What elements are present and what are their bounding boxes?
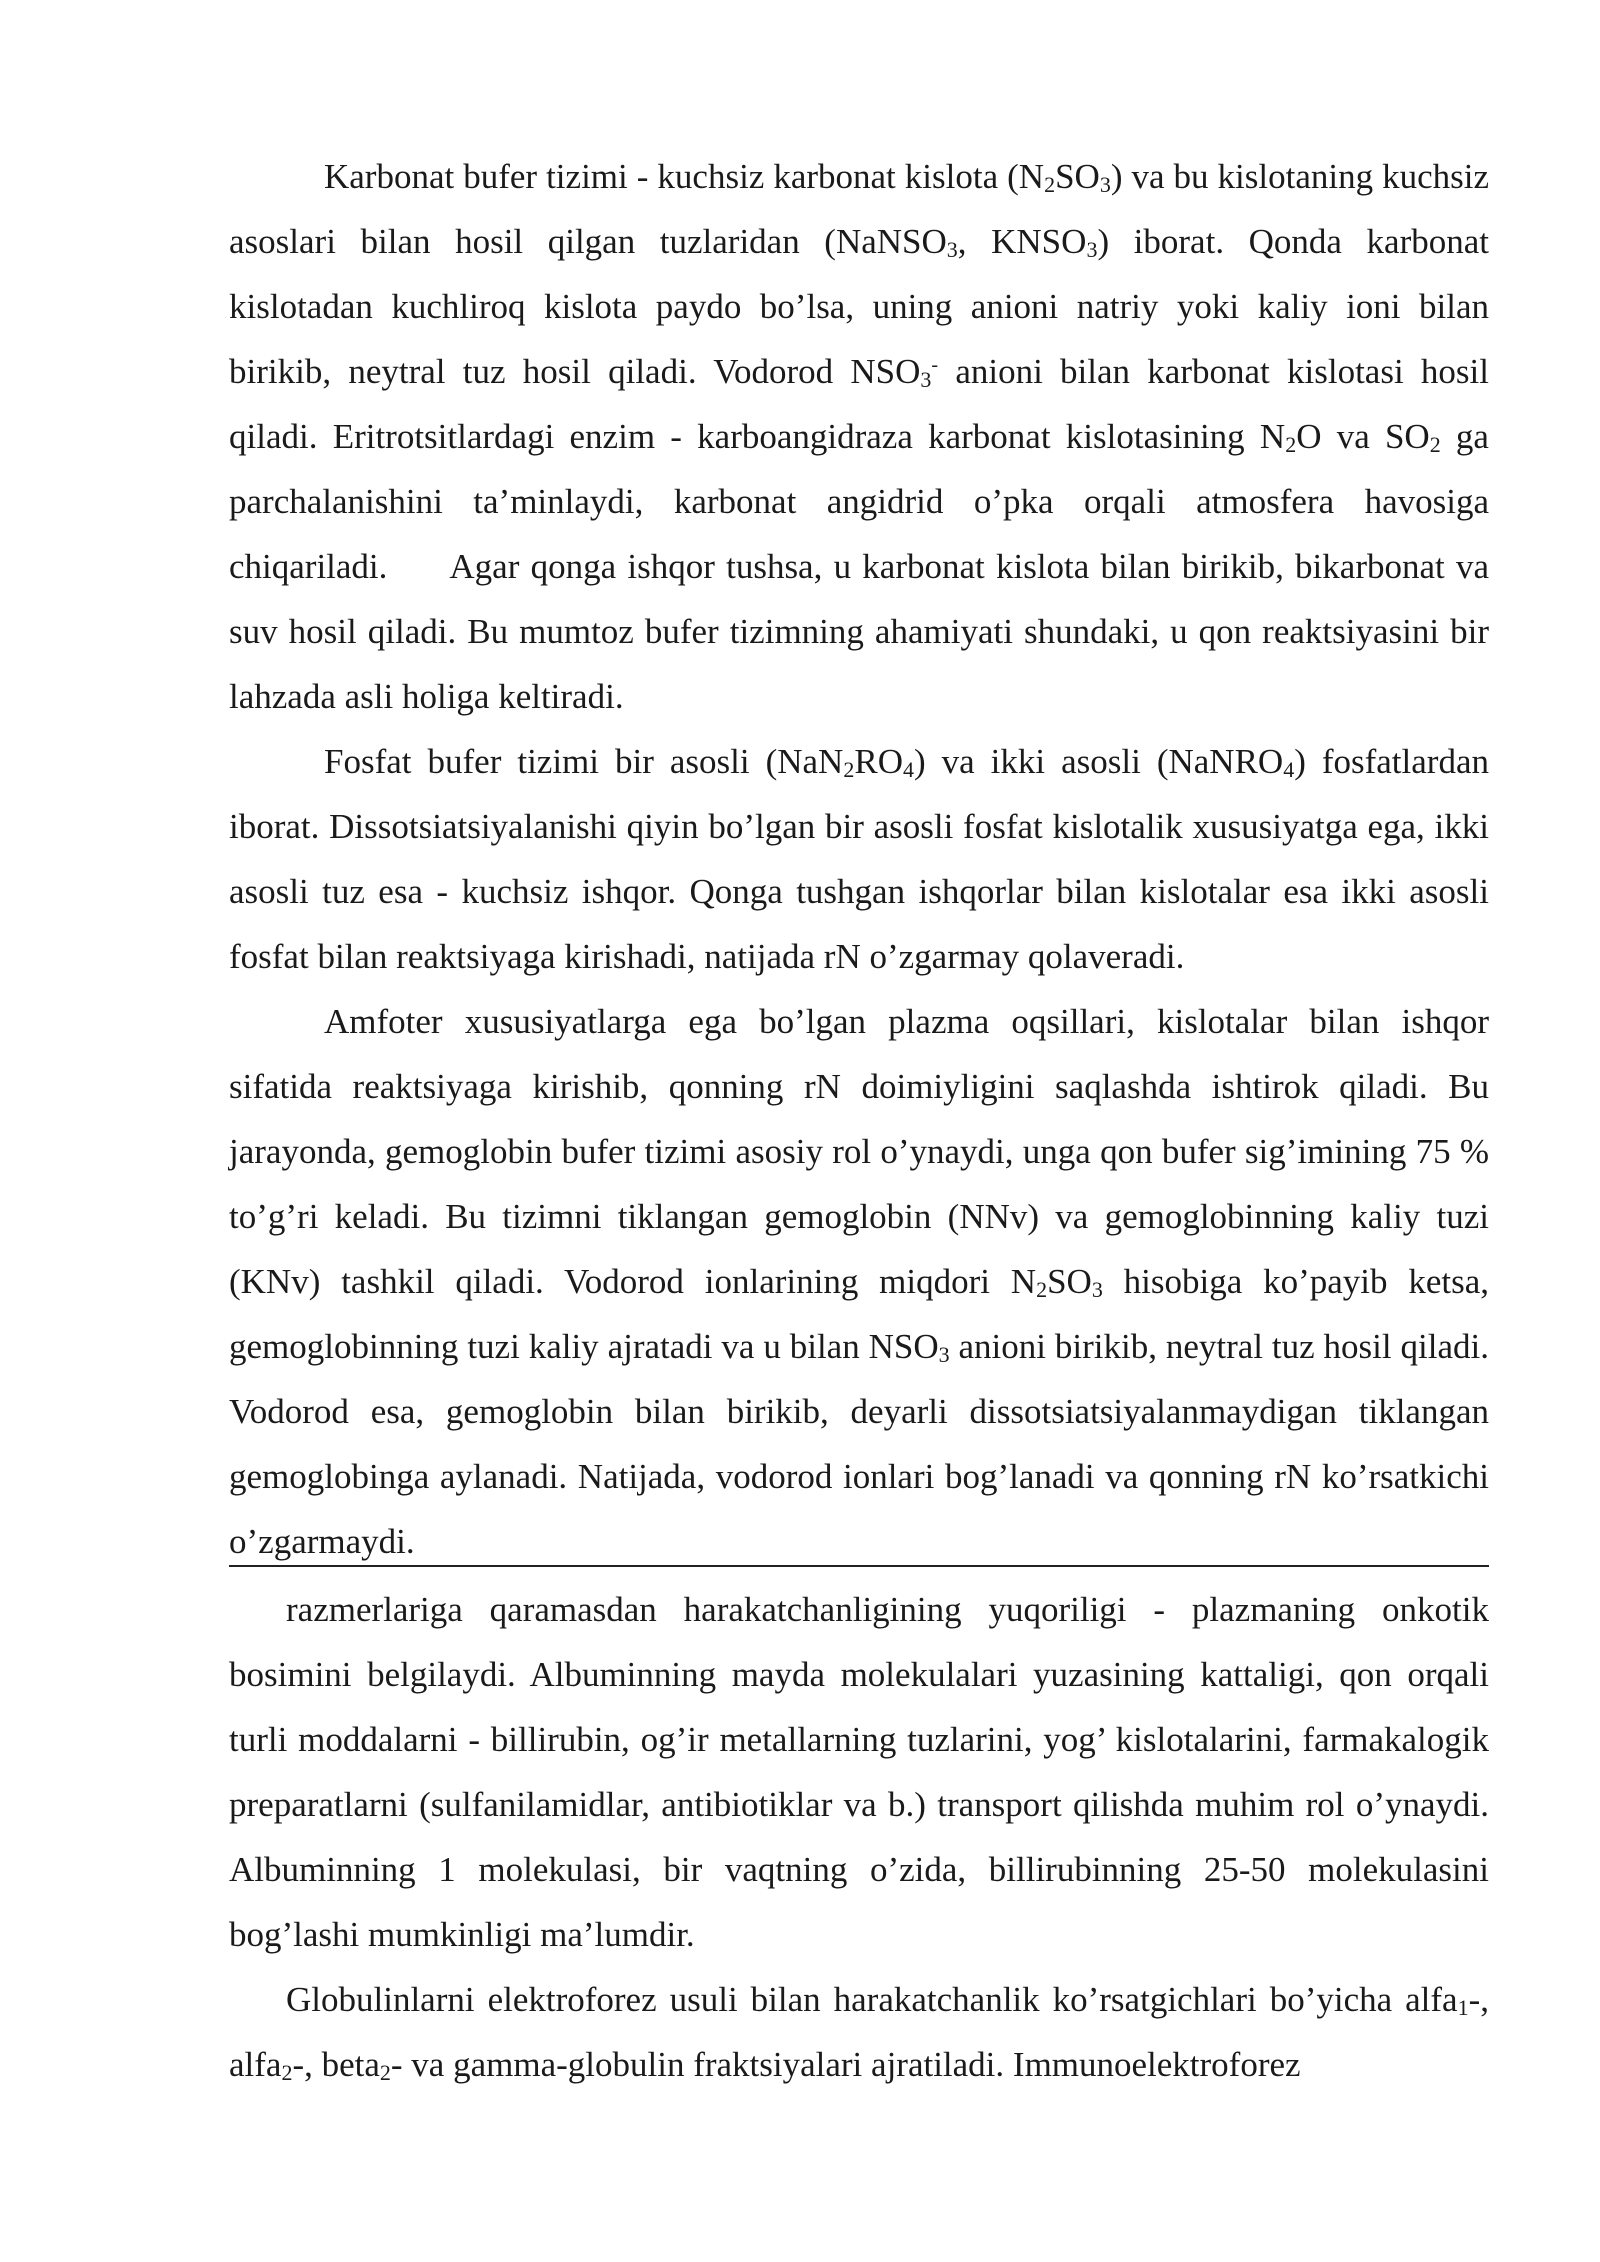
text: O va SO — [1296, 417, 1430, 456]
subscript: 3 — [1091, 1277, 1103, 1302]
text: - va gamma-globulin fraktsiyalari ajratiladi. Immunoelektroforez — [390, 2045, 1301, 2084]
text: ) iborat. Qonda karbonat kislotadan kuchliroq kislota paydo bo’lsa, uning anioni natriy yoki kaliy ioni bilan birikib, neytral tuz hosil qiladi. Vodorod NSO — [229, 222, 1489, 391]
subscript: 4 — [1283, 757, 1295, 782]
subscript: 2 — [281, 2060, 293, 2085]
text: Karbonat bufer tizimi - kuchsiz karbonat kislota (N — [324, 157, 1045, 196]
superscript: - — [931, 354, 939, 376]
text: ) va bu kislotaning kuchsiz asoslari bilan hosil qilgan tuzlaridan (NaNSO — [229, 157, 1489, 261]
text: Fosfat bufer tizimi bir asosli (NaN — [324, 742, 844, 781]
text: Globulinlarni elektroforez usuli bilan harakatchanlik ko’rsatgichlari bo’yicha alfa — [286, 1980, 1458, 2019]
subscript: 4 — [902, 757, 914, 782]
text: Amfoter xususiyatlarga ega bo’lgan plazma oqsillari, kislotalar bilan ishqor sifatida reaktsiyaga kirishib, qonning rN doimiyligini saqlashda ishtirok qiladi. Bu jarayonda, gemoglobin bufer tizimi asosiy rol o’ynaydi, unga qon bufer sig’imining 75 % to’g’ri keladi. Bu tizimni tiklangan gemoglobin (NNv) va gemoglobinning kaliy tuzi (KNv) tashkil qiladi. Vodorod ionlarining miqdori N — [229, 1002, 1489, 1301]
text: -, beta — [292, 2045, 380, 2084]
text: Agar qonga ishqor tushsa, u karbonat kislota bilan birikib, bikarbonat va suv hosil qiladi. Bu mumtoz bufer tizimning ahamiyati shundaki, u qon reaktsiyasini bir lahzada asli holiga keltiradi. — [229, 547, 1489, 716]
subscript: 3 — [938, 1342, 950, 1367]
section-buffer-systems — [229, 144, 1489, 1574]
subscript: 2 — [1285, 432, 1297, 457]
text: SO — [1055, 157, 1100, 196]
text: ) va ikki asosli (NaNRO — [913, 742, 1284, 781]
text: anioni birikib, neytral tuz hosil qiladi. Vodorod esa, gemoglobin bilan birikib, deyarli dissotsiatsiyalanmaydigan tiklangan gemoglobinga aylanadi. Natijada, vodorod ionlari bog’lanadi va qonning rN ko’rsatkichi o’zgarmaydi. — [229, 1327, 1489, 1561]
text: hisobiga ko’payib ketsa, gemoglobinning tuzi kaliy ajratadi va u bilan NSO — [229, 1262, 1490, 1366]
paragraph-globulins — [229, 1967, 1489, 2097]
text: , KNSO — [957, 222, 1087, 261]
subscript: 3 — [946, 237, 958, 262]
text: ) fosfatlardan iborat. Dissotsiatsiyalanishi qiyin bo’lgan bir asosli fosfat kislotalik xususiyatga ega, ikki asosli tuz esa - kuchsiz ishqor. Qonga tushgan ishqorlar bilan kislotalar esa ikki asosli fosfat bilan reaktsiyaga kirishadi, natijada rN o’zgarmay qolaveradi. — [229, 742, 1489, 976]
subscript: 2 — [843, 757, 855, 782]
section-divider — [229, 1565, 1489, 1567]
subscript: 3 — [1099, 172, 1111, 197]
text: SO — [1047, 1262, 1092, 1301]
subscript: 3 — [920, 367, 932, 392]
paragraph-phosphate-buffer — [229, 729, 1489, 989]
paragraph-protein-buffer — [229, 989, 1489, 1574]
subscript: 2 — [1044, 172, 1056, 197]
subscript: 2 — [1429, 432, 1441, 457]
subscript: 2 — [379, 2060, 391, 2085]
text: ga parchalanishini ta’minlaydi, karbonat angidrid o’pka orqali atmosfera havosiga chiqariladi. — [229, 417, 1489, 586]
subscript: 3 — [1086, 237, 1098, 262]
text: -, alfa — [229, 1980, 1489, 2084]
subscript: 2 — [1036, 1277, 1048, 1302]
paragraph-carbonate-buffer — [229, 144, 1489, 729]
text: RO — [854, 742, 903, 781]
section-plasma-proteins — [229, 1577, 1489, 2097]
subscript: 1 — [1457, 1995, 1469, 2020]
paragraph-albumin: razmerlariga qaramasdan harakatchanligining yuqoriligi - plazmaning onkotik bosimini belgilaydi. Albuminning mayda molekulalari yuzasining kattaligi, qon orqali turli moddalarni - billirubin, og’ir metallarning tuzlarini, yog’ kislotalarini, farmakalogik preparatlarni (sulfanilamidlar, antibiotiklar va b.) transport qilishda muhim rol o’ynaydi. Albuminning 1 molekulasi, bir vaqtning o’zida, billirubinning 25-50 molekulasini bog’lashi mumkinligi ma’lumdir. — [229, 1590, 1489, 1954]
text: anioni bilan karbonat kislotasi hosil qiladi. Eritrotsitlardagi enzim - karboangidraza karbonat kislotasining N — [229, 352, 1490, 456]
